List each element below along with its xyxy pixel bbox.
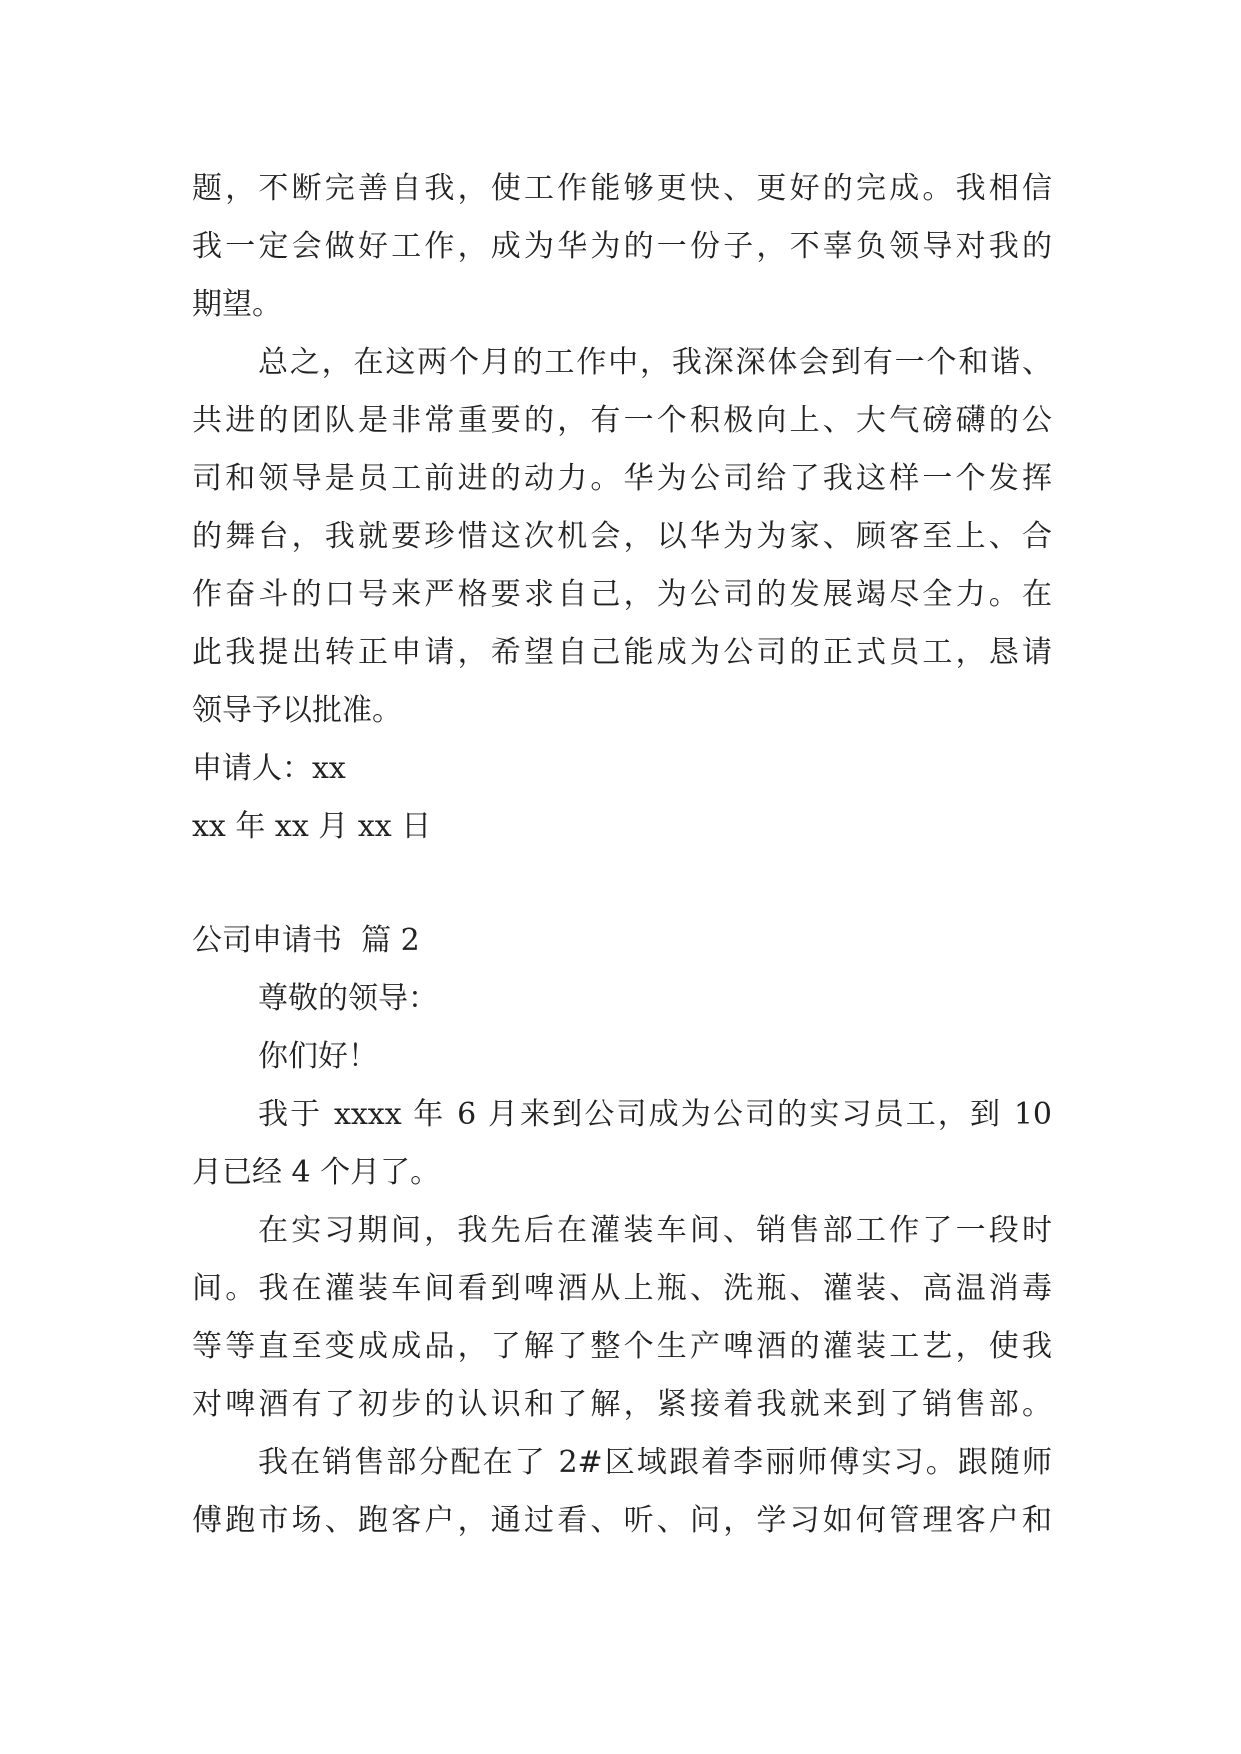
- paragraph-2: [192, 334, 1052, 740]
- text-line: 期望。: [192, 287, 282, 322]
- text-line: 此我提出转正申请，希望自己能成为公司的正式员工，恳请: [192, 635, 1052, 670]
- text-line: 题，不断完善自我，使工作能够更快、更好的完成。我相信: [192, 171, 1052, 206]
- text-line: 司和领导是员工前进的动力。华为公司给了我这样一个发挥: [192, 461, 1052, 496]
- text-line: 领导予以批准。: [192, 693, 402, 728]
- paragraph-1: [192, 160, 1052, 334]
- signature-line: 申请人：xx: [192, 751, 346, 786]
- section-title: 公司申请书 篇 2: [192, 923, 420, 958]
- text-line: 我一定会做好工作，成为华为的一份子，不辜负领导对我的: [192, 229, 1052, 264]
- text-line: 我于 xxxx 年 6 月来到公司成为公司的实习员工，到 10: [258, 1097, 1052, 1132]
- date-line: xx 年 xx 月 xx 日: [192, 809, 432, 844]
- salutation: 尊敬的领导：: [258, 981, 438, 1016]
- greeting: 你们好！: [258, 1039, 378, 1074]
- text-line: 傅跑市场、跑客户，通过看、听、问，学习如何管理客户和: [192, 1503, 1052, 1538]
- text-line: 月已经 4 个月了。: [192, 1155, 441, 1190]
- text-line: 对啤酒有了初步的认识和了解，紧接着我就来到了销售部。: [192, 1387, 1052, 1422]
- text-line: 的舞台，我就要珍惜这次机会，以华为为家、顾客至上、合: [192, 519, 1052, 554]
- document-page: [192, 160, 1052, 1550]
- text-line: 共进的团队是非常重要的，有一个积极向上、大气磅礴的公: [192, 403, 1052, 438]
- text-line: 等等直至变成成品，了解了整个生产啤酒的灌装工艺，使我: [192, 1329, 1052, 1364]
- text-line: 间。我在灌装车间看到啤酒从上瓶、洗瓶、灌装、高温消毒: [192, 1271, 1052, 1306]
- text-line: 在实习期间，我先后在灌装车间、销售部工作了一段时: [258, 1213, 1052, 1248]
- text-line: 作奋斗的口号来严格要求自己，为公司的发展竭尽全力。在: [192, 577, 1052, 612]
- text-line: 总之，在这两个月的工作中，我深深体会到有一个和谐、: [258, 345, 1052, 380]
- paragraph-5: [192, 1434, 1052, 1550]
- paragraph-4: [192, 1202, 1052, 1434]
- text-line: 我在销售部分配在了 2#区域跟着李丽师傅实习。跟随师: [258, 1445, 1052, 1480]
- paragraph-3: [192, 1086, 1052, 1202]
- spacer: [192, 856, 1052, 912]
